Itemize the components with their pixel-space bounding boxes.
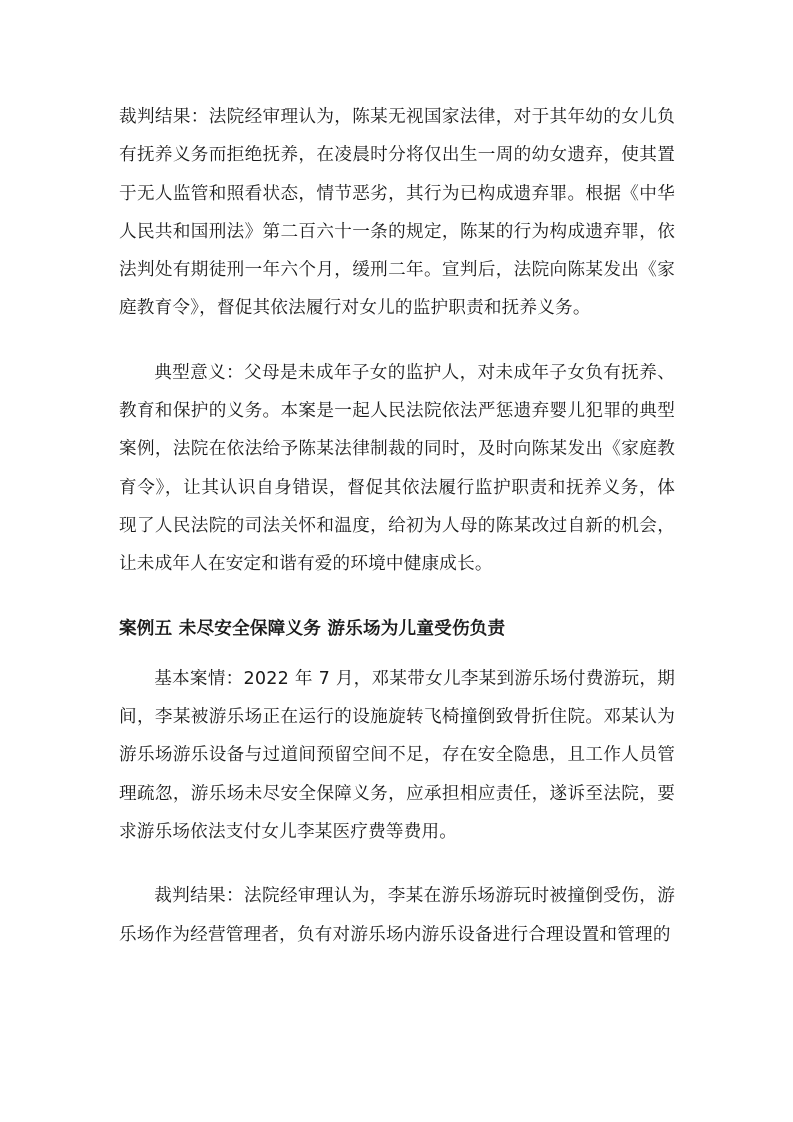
paragraph-judgment-result: 裁判结果：法院经审理认为，陈某无视国家法律，对于其年幼的女儿负有抚养义务而拒绝抚养，在凌晨时分将仅出生一周的幼女遗弃，使其置于无人监管和照看状态，情节恶劣，其行为已构成遗弃罪。根据《中华人民共和国刑法》第二百六十一条的规定，陈某的行为构成遗弃罪，依法判处有期徒刑一年六个月，缓刑二年。宣判后，法院向陈某发出《家庭教育令》，督促其依法履行对女儿的监护职责和抚养义务。 [119, 107, 675, 319]
document-body [119, 98, 675, 954]
paragraph-typical-significance: 典型意义：父母是未成年子女的监护人，对未成年子女负有抚养、教育和保护的义务。本案是一起人民法院依法严惩遗弃婴儿犯罪的典型案例，法院在依法给予陈某法律制裁的同时，及时向陈某发出《家庭教育令》，让其认识自身错误，督促其依法履行监护职责和抚养义务，体现了人民法院的司法关怀和温度，给初为人母的陈某改过自新的机会，让未成年人在安定和谐有爱的环境中健康成长。 [119, 362, 675, 575]
paragraph-basic-facts: 基本案情：2022 年 7 月，邓某带女儿李某到游乐场付费游玩，期间，李某被游乐场正在运行的设施旋转飞椅撞倒致骨折住院。邓某认为游乐场游乐设备与过道间预留空间不足，存在安全隐患，且工作人员管理疏忽，游乐场未尽安全保障义务，应承担相应责任，遂诉至法院，要求游乐场依法支付女儿李某医疗费等费用。 [119, 668, 675, 843]
paragraph-spacer [119, 328, 675, 354]
paragraph-spacer [119, 851, 675, 877]
paragraph-spacer [119, 648, 675, 660]
case-five-heading: 案例五 未尽安全保障义务 游乐场为儿童受伤负责 [119, 618, 506, 639]
paragraph-spacer [119, 584, 675, 610]
paragraph-judgment-result-case-five: 裁判结果：法院经审理认为，李某在游乐场游玩时被撞倒受伤，游乐场作为经营管理者，负有对游乐场内游乐设备进行合理设置和管理的 [119, 886, 675, 945]
